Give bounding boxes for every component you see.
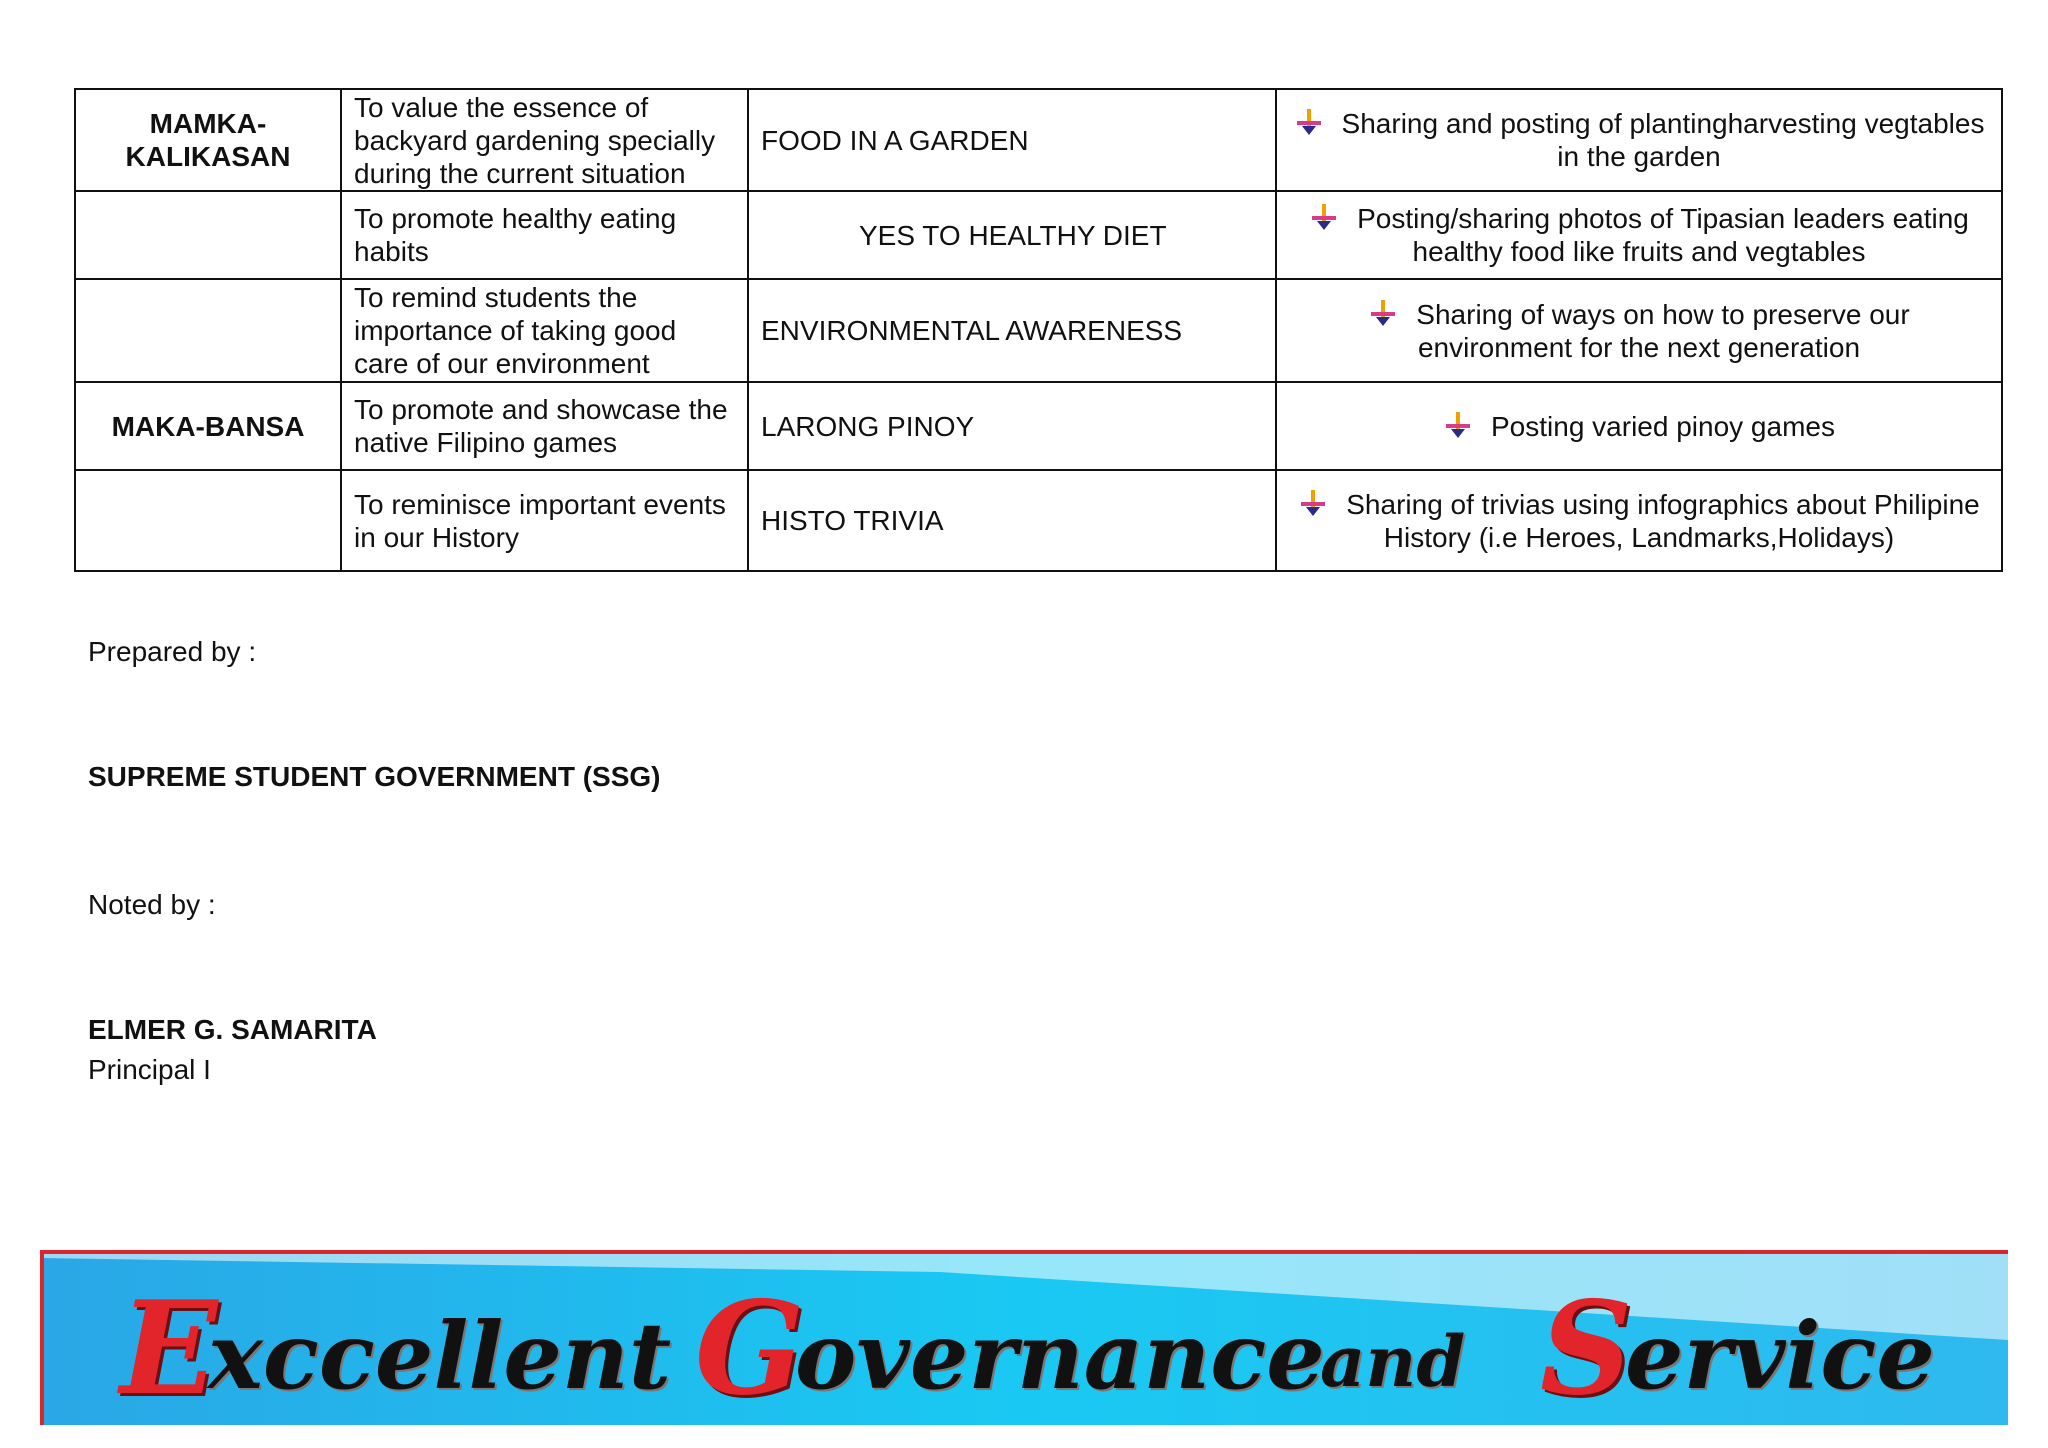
category-cell bbox=[75, 470, 341, 571]
noted-by-label: Noted by : bbox=[88, 889, 216, 920]
banner-word-cap: G bbox=[695, 1274, 805, 1424]
title-cell: FOOD IN A GARDEN bbox=[748, 89, 1276, 191]
banner-word-cap: S bbox=[1540, 1274, 1633, 1424]
table-row bbox=[75, 279, 2002, 382]
activity-cell bbox=[1276, 470, 2002, 571]
table-row bbox=[75, 89, 2002, 191]
category-cell: MAKA-BANSA bbox=[75, 382, 341, 470]
activity-cell bbox=[1276, 279, 2002, 382]
title-cell: HISTO TRIVIA bbox=[748, 470, 1276, 571]
objective-cell: To remind students the importance of taking good care of our environment bbox=[341, 279, 748, 382]
objective-cell: To promote healthy eating habits bbox=[341, 191, 748, 279]
arrow-bullet-icon bbox=[1294, 108, 1324, 136]
banner-word: xccellent bbox=[208, 1302, 672, 1410]
activity-cell bbox=[1276, 191, 2002, 279]
title-cell: ENVIRONMENTAL AWARENESS bbox=[748, 279, 1276, 382]
prepared-by-label: Prepared by : bbox=[88, 636, 257, 667]
table-row bbox=[75, 470, 2002, 571]
activity-text: Posting varied pinoy games bbox=[1491, 410, 1835, 442]
objective-cell: To value the essence of backyard gardening specially during the current situation bbox=[341, 89, 748, 191]
title-cell: LARONG PINOY bbox=[748, 382, 1276, 470]
banner-word: and bbox=[1320, 1320, 1466, 1403]
table-row bbox=[75, 382, 2002, 470]
noted-by-name: ELMER G. SAMARITA bbox=[88, 1014, 377, 1045]
banner-word: ervice bbox=[1625, 1302, 1935, 1410]
arrow-bullet-icon bbox=[1443, 411, 1473, 439]
category-cell: MAMKA- KALIKASAN bbox=[75, 89, 341, 191]
category-cell bbox=[75, 191, 341, 279]
banner-word: overnance bbox=[795, 1302, 1325, 1410]
activity-text: Sharing and posting of plantingharvesting vegtables in the garden bbox=[1341, 108, 1985, 172]
activity-table bbox=[74, 88, 2003, 572]
activity-text: Sharing of ways on how to preserve our environment for the next generation bbox=[1416, 298, 1910, 363]
table-row bbox=[75, 191, 2002, 279]
banner-word-cap: E bbox=[120, 1274, 218, 1424]
arrow-bullet-icon bbox=[1368, 299, 1398, 327]
arrow-bullet-icon bbox=[1309, 203, 1339, 231]
activity-text: Posting/sharing photos of Tipasian leaders eating healthy food like fruits and vegtables bbox=[1357, 203, 1969, 267]
banner-slogan bbox=[40, 1274, 2008, 1424]
activity-cell bbox=[1276, 89, 2002, 191]
objective-cell: To reminisce important events in our History bbox=[341, 470, 748, 571]
arrow-bullet-icon bbox=[1298, 489, 1328, 517]
objective-cell: To promote and showcase the native Filipino games bbox=[341, 382, 748, 470]
title-cell: YES TO HEALTHY DIET bbox=[748, 191, 1276, 279]
category-cell bbox=[75, 279, 341, 382]
activity-cell bbox=[1276, 382, 2002, 470]
activity-text: Sharing of trivias using infographics about Philipine History (i.e Heroes, Landmarks,Holidays) bbox=[1346, 488, 1980, 553]
footer-banner bbox=[40, 1250, 2008, 1425]
noted-by-position: Principal I bbox=[88, 1054, 211, 1085]
prepared-by-name: SUPREME STUDENT GOVERNMENT (SSG) bbox=[88, 761, 661, 792]
